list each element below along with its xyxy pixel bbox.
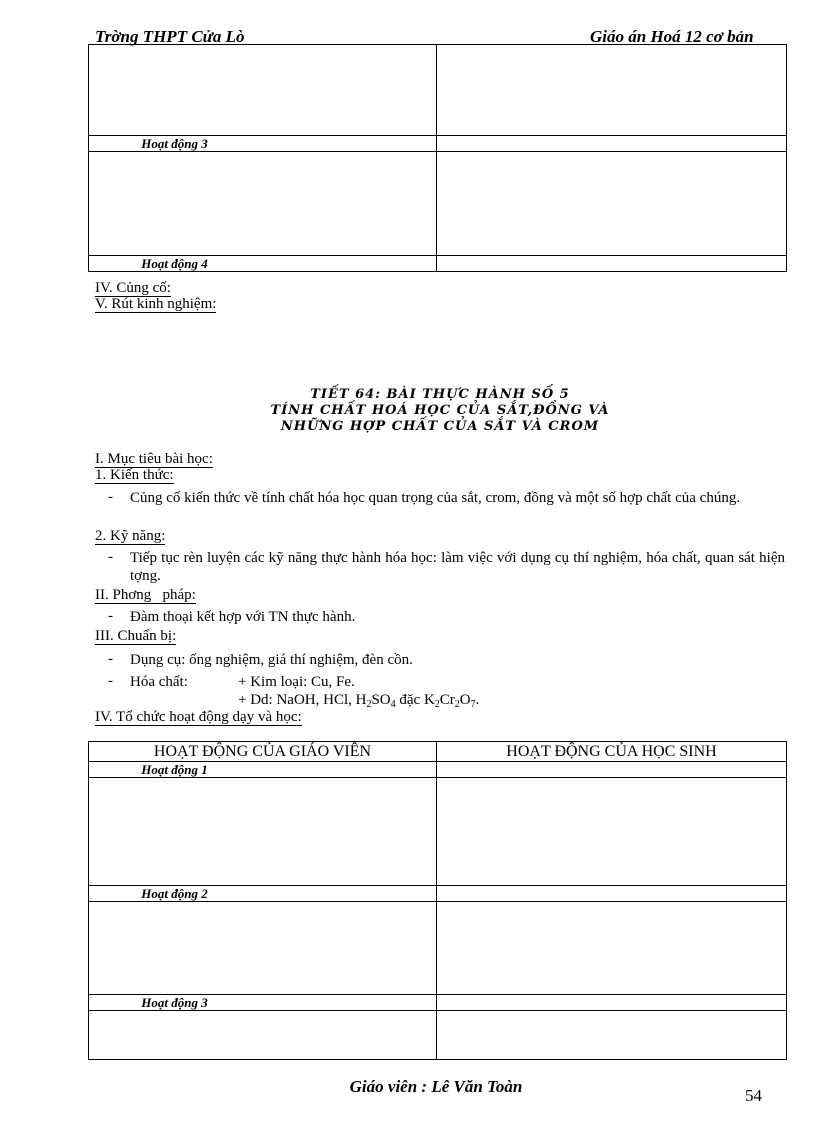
page-number: 54 [745, 1086, 762, 1105]
footer-teacher: Giáo viên : Lê Văn Toàn [349, 1077, 523, 1096]
table-row [89, 762, 787, 778]
section-cung-co: IV. Củng cố: [95, 280, 171, 296]
student-cell [437, 902, 787, 995]
section-kien-thuc: 1. Kiến thức: [95, 467, 174, 483]
lesson-title-line-1: TIẾT 64: BÀI THỰC HÀNH SỐ 5 [310, 387, 570, 402]
section-phuong-phap: II. Phơng pháp: [95, 587, 196, 603]
lesson-title-line-2: TÍNH CHẤT HOÁ HỌC CỦA SẮT,ĐỒNG VÀ [270, 403, 610, 418]
phuong-phap-text: Đàm thoại kết hợp với TN thực hành. [130, 609, 356, 625]
dung-dich-text: + Dd: NaOH, HCl, $H_2SO_4$ đặc $K_2Cr_2O_7$. [238, 692, 480, 710]
bullet-dash: - [108, 549, 113, 565]
table-row [89, 45, 787, 136]
kim-loai-text: + Kim loại: Cu, Fe. [238, 674, 355, 690]
student-cell [437, 778, 787, 886]
activity-label: Hoạt động 4 [89, 256, 437, 272]
section-chuan-bi: III. Chuẩn bị: [95, 628, 177, 644]
col-student-header: HOẠT ĐỘNG CỦA HỌC SINH [437, 742, 787, 762]
table-row [89, 995, 787, 1011]
table-row [89, 902, 787, 995]
activity-label: Hoạt động 3 [89, 136, 437, 152]
activity-label: Hoạt động 1 [89, 762, 437, 778]
student-cell [437, 152, 787, 256]
teacher-cell [89, 152, 437, 256]
dung-cu-text: Dụng cụ: ống nghiệm, giá thí nghiệm, đèn cồn. [130, 652, 413, 668]
table-row [89, 256, 787, 272]
kien-thuc-text: Củng cố kiến thức về tính chất hóa học quan trọng của sắt, crom, đồng và một số hợp chất của chúng. [130, 490, 741, 506]
teacher-cell [89, 1011, 437, 1060]
table-row [89, 778, 787, 886]
header-subject: Giáo án Hoá 12 cơ bản [590, 27, 754, 46]
student-cell [437, 1011, 787, 1060]
teacher-cell [89, 902, 437, 995]
table-row [89, 136, 787, 152]
section-muc-tieu: I. Mục tiêu bài học: [95, 451, 213, 467]
ky-nang-text: Tiếp tục rèn luyện các kỹ năng thực hành hóa học: làm việc với dụng cụ thí nghiệm, hóa chất, quan sát hiện tợng. [130, 550, 785, 584]
student-cell [437, 45, 787, 136]
section-ky-nang: 2. Kỹ năng: [95, 528, 166, 544]
bullet-dash: - [108, 673, 113, 689]
section-rut-kinh-nghiem: V. Rút kinh nghiệm: [95, 296, 217, 312]
table-header-row [89, 742, 787, 762]
bullet-dash: - [108, 608, 113, 624]
table-row [89, 1011, 787, 1060]
teacher-cell [89, 45, 437, 136]
table-row [89, 886, 787, 902]
hoa-chat-label: Hóa chất: [130, 674, 188, 690]
table-row [89, 152, 787, 256]
section-to-chuc: IV. Tổ chức hoạt động dạy và học: [95, 709, 302, 725]
bullet-dash: - [108, 489, 113, 505]
teacher-cell [89, 778, 437, 886]
activity-label: Hoạt động 3 [89, 995, 437, 1011]
lesson-title-line-3: NHỮNG HỢP CHẤT CỦA SẮT VÀ CROM [280, 419, 600, 434]
col-teacher-header: HOẠT ĐỘNG CỦA GIÁO VIÊN [89, 742, 437, 762]
activity-label: Hoạt động 2 [89, 886, 437, 902]
top-activity-table [88, 44, 787, 272]
bullet-dash: - [108, 651, 113, 667]
bottom-activity-table [88, 741, 787, 1060]
header-school: Trờng THPT Cửa Lò [95, 27, 245, 46]
